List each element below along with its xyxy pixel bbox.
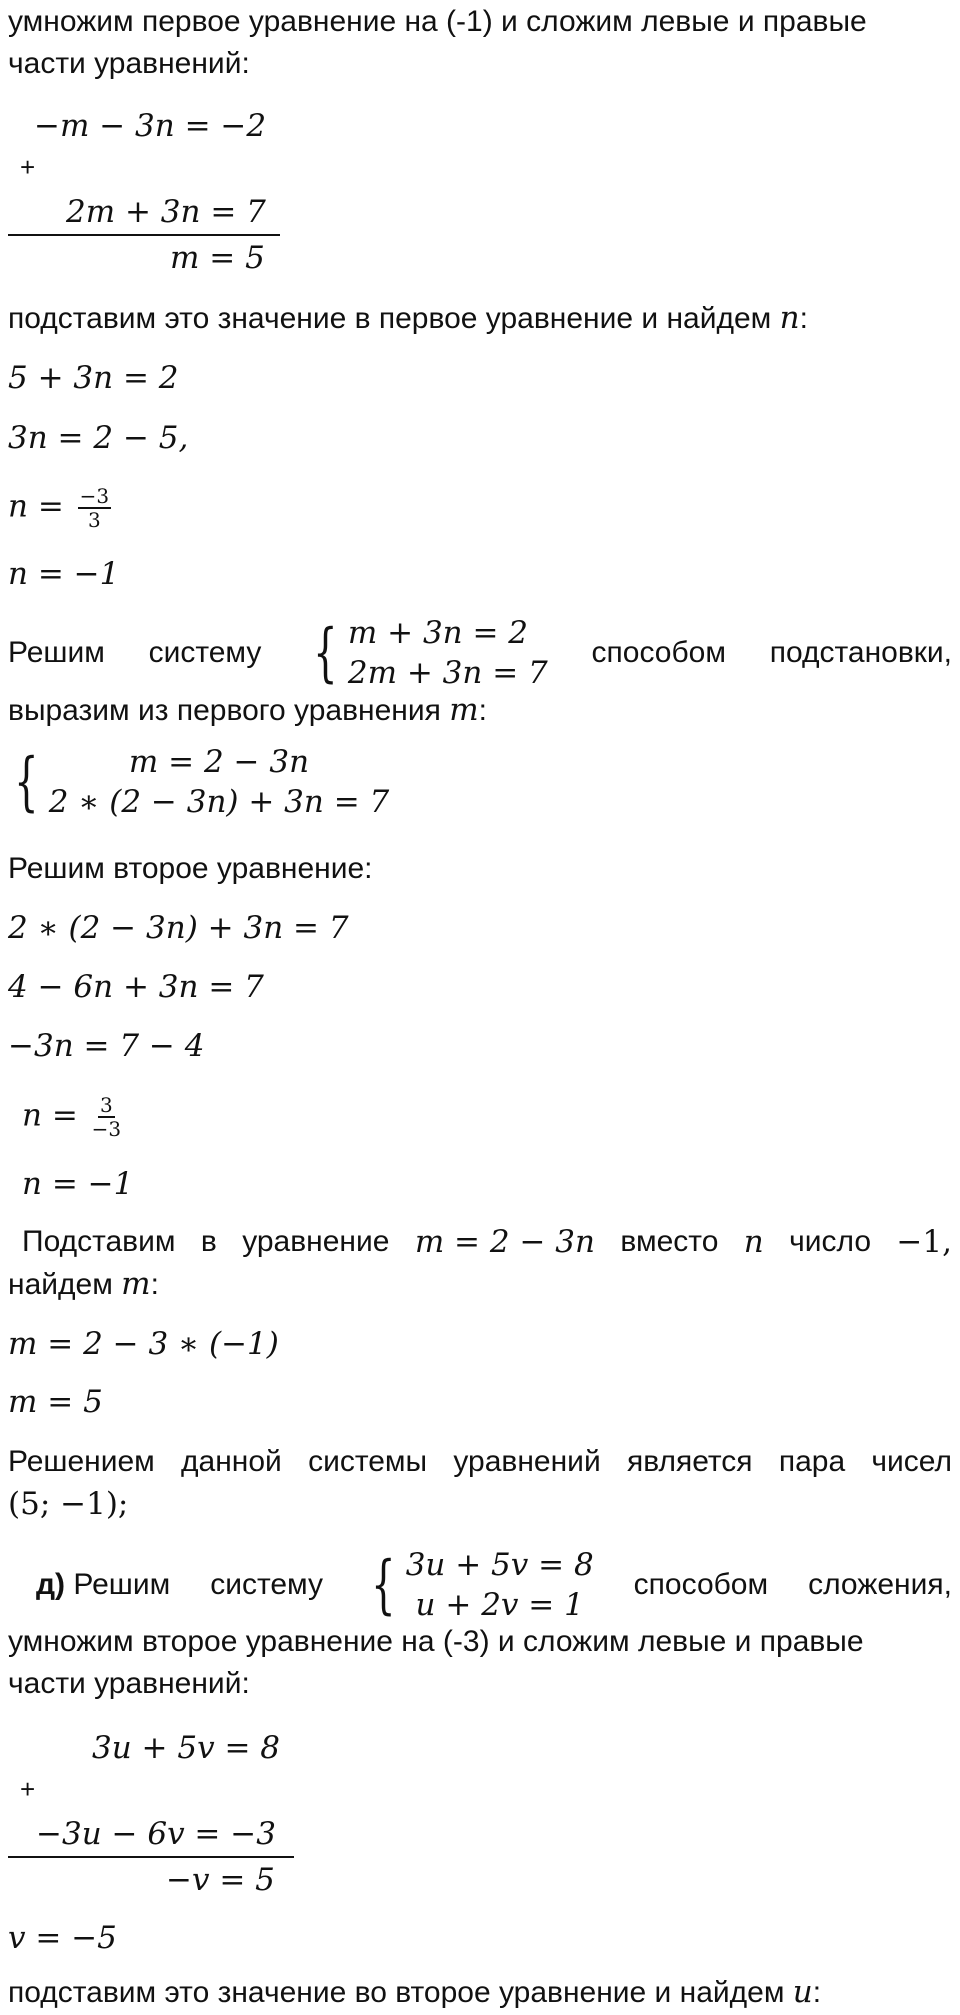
column-equation-1: 3u + 5v = 8: [92, 1730, 281, 1766]
fraction-denominator: 3: [88, 508, 101, 532]
fraction-numerator: −3: [79, 484, 110, 508]
justified-line: [36, 1544, 952, 1626]
justified-line: [8, 612, 952, 694]
sum-rule: [8, 234, 280, 236]
word: в: [200, 1225, 217, 1258]
text-line: Решим второе уравнение:: [8, 852, 373, 885]
text-span: :: [812, 1976, 822, 2009]
word: сложения,: [808, 1568, 952, 1601]
text-span: :: [150, 1268, 159, 1301]
math-var: n: [743, 1224, 764, 1260]
word: систему: [210, 1568, 323, 1601]
item-label: д): [36, 1568, 66, 1601]
math-var: m: [449, 692, 479, 728]
equation: m = 5: [8, 1384, 103, 1420]
column-equation-2: 2m + 3n = 7: [66, 194, 266, 230]
word: Решим: [8, 636, 105, 669]
text-span: подставим это значение во второе уравнение и найдем: [8, 1976, 793, 2009]
system-line-2: u + 2v = 1: [415, 1587, 584, 1623]
text-span: :: [478, 694, 487, 727]
column-result: −v = 5: [166, 1862, 275, 1898]
inline-number: −1,: [896, 1224, 952, 1260]
word: систему: [148, 636, 262, 669]
math-var: u: [792, 1974, 813, 2010]
text-line: [8, 1264, 159, 1305]
equation: 2 ∗ (2 − 3n) + 3n = 7: [8, 910, 349, 946]
column-equation-2: −3u − 6v = −3: [36, 1816, 276, 1852]
fraction-denominator: −3: [91, 1117, 122, 1141]
math-var: m: [121, 1266, 151, 1302]
system-line-1: 3u + 5v = 8: [405, 1547, 594, 1583]
equation-lhs: n =: [8, 488, 74, 525]
system-line-1: m = 2 − 3n: [128, 744, 310, 780]
fraction-equation: [8, 485, 111, 531]
word: число: [789, 1225, 872, 1258]
fraction: [92, 1094, 121, 1140]
text-line: [8, 1972, 821, 2013]
word: уравнений: [453, 1445, 601, 1478]
equation: m = 2 − 3 ∗ (−1): [8, 1326, 279, 1362]
column-equation-1: −m − 3n = −2: [34, 108, 267, 144]
word: вместо: [620, 1225, 719, 1258]
equation-lhs: n =: [22, 1097, 88, 1134]
system-line-2: 2 ∗ (2 − 3n) + 3n = 7: [48, 784, 390, 820]
fraction: [78, 485, 111, 531]
plus-sign: +: [20, 1774, 36, 1804]
word: является: [626, 1445, 753, 1478]
word: данной: [181, 1445, 282, 1478]
plus-sign: +: [20, 152, 36, 182]
word: способом: [633, 1568, 769, 1601]
equation: −3n = 7 − 4: [8, 1028, 205, 1064]
word: подстановки,: [769, 636, 952, 669]
equation: v = −5: [8, 1920, 117, 1956]
text-line: умножим второе уравнение на (-3) и сложим левые и правые: [8, 1625, 864, 1658]
inline-equation: m = 2 − 3n: [414, 1224, 595, 1260]
word: уравнение: [242, 1225, 390, 1258]
text-line: [8, 690, 487, 731]
word: Решим: [73, 1568, 171, 1601]
word: Подставим: [22, 1225, 176, 1258]
text-line: умножим первое уравнение на (-1) и сложим левые и правые: [8, 5, 867, 38]
word: системы: [308, 1445, 428, 1478]
equation: n = −1: [8, 556, 120, 592]
equation: 3n = 2 − 5,: [8, 420, 189, 456]
fraction-equation: [22, 1094, 121, 1140]
text-line: части уравнений:: [8, 47, 250, 80]
equation: 5 + 3n = 2: [8, 360, 179, 396]
word: способом: [591, 636, 726, 669]
justified-line: [22, 1222, 952, 1262]
equation-system: [305, 613, 548, 693]
equation: 4 − 6n + 3n = 7: [8, 969, 264, 1005]
left-brace: {: [14, 745, 39, 819]
text-line: части уравнений:: [8, 1667, 250, 1700]
fraction-numerator: 3: [100, 1093, 113, 1117]
equation-system: [363, 1545, 594, 1625]
sum-rule: [8, 1856, 294, 1858]
text-span: выразим из первого уравнения: [8, 694, 450, 727]
text-span: подставим это значение в первое уравнение и найдем: [8, 302, 780, 335]
text-span: :: [799, 302, 808, 335]
answer-pair: (5; −1);: [8, 1486, 129, 1522]
system-line-2: 2m + 3n = 7: [347, 655, 548, 691]
word: чисел: [871, 1445, 952, 1478]
equation-system: [6, 742, 389, 822]
left-brace: {: [371, 1548, 396, 1622]
system-line-1: m + 3n = 2: [347, 615, 529, 651]
equation: n = −1: [22, 1166, 134, 1202]
text-span: найдем: [8, 1268, 122, 1301]
column-result: m = 5: [170, 240, 265, 276]
word: Решением: [8, 1445, 155, 1478]
text-line: [8, 298, 808, 339]
justified-line: [8, 1442, 952, 1482]
word: пара: [778, 1445, 846, 1478]
left-brace: {: [313, 616, 338, 690]
math-var: n: [779, 300, 800, 336]
